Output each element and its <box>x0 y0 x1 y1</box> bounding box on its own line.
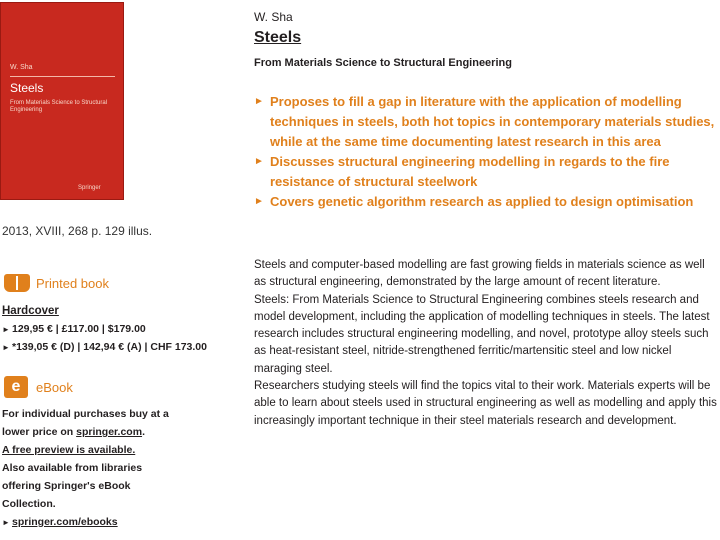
ebook-icon: e <box>4 376 28 398</box>
printed-book-icon <box>4 274 30 292</box>
hardcover-label: Hardcover <box>2 305 59 317</box>
feature-item: ► Covers genetic algorithm research as applied to design optimisation <box>254 192 716 212</box>
arrow-icon: ► <box>2 343 10 352</box>
springer-ebooks-link[interactable]: springer.com/ebooks <box>12 516 118 528</box>
feature-list <box>254 92 716 212</box>
feature-item: ► Discusses structural engineering modelling in regards to the fire resistance of structural steelwork <box>254 154 670 189</box>
cover-title: Steels <box>10 81 44 95</box>
ebook-line-2: lower price on springer.com. <box>2 426 145 438</box>
price-line-2: ► *139,05 € (D) | 142,94 € (A) | CHF 173.00 <box>2 341 207 353</box>
book-title[interactable]: Steels <box>254 29 302 46</box>
cover-divider <box>10 76 115 77</box>
library-line-2: offering Springer's eBook <box>2 480 131 492</box>
ebooks-link-row <box>2 516 118 528</box>
book-subtitle: From Materials Science to Structural Engineering <box>254 57 512 69</box>
springer-logo: Springer <box>78 185 101 191</box>
price-line-1: ► 129,95 € | £117.00 | $179.00 <box>2 323 146 335</box>
arrow-icon: ► <box>254 196 264 207</box>
description-paragraph: Steels and computer-based modelling are fast growing fields in materials science as well as structural engineering, demonstrated by the large amount of recent literature. <box>254 259 705 289</box>
library-line-3: Collection. <box>2 498 56 510</box>
arrow-icon: ► <box>2 518 10 527</box>
cover-subtitle: From Materials Science to Structural Engineering <box>10 100 108 113</box>
printed-book-heading: Printed book <box>36 276 109 291</box>
description-paragraph: Researchers studying steels will find the topics vital to their work. Materials experts will be able to learn about steels used in structural engineering as well as modelling and apply this increasingly important technique in their steel materials research and development. <box>254 380 717 427</box>
arrow-icon: ► <box>254 156 264 167</box>
free-preview-link[interactable]: A free preview is available. <box>2 444 136 456</box>
book-description <box>254 257 719 430</box>
library-line-1: Also available from libraries <box>2 462 143 474</box>
arrow-icon: ► <box>2 325 10 334</box>
ebook-line-1: For individual purchases buy at a <box>2 408 169 420</box>
cover-author: W. Sha <box>10 64 33 71</box>
description-paragraph: Steels: From Materials Science to Structural Engineering combines steels research and model development, including the application of modelling techniques in steels. The latest research includes structural engineering modelling, and novel, prototype alloy steels such as heat-resistant steel, nitride-strengthened ferritic/martensitic steel and low nickel maraging steel. <box>254 293 710 375</box>
ebook-heading: eBook <box>36 380 73 395</box>
book-author: W. Sha <box>254 10 293 24</box>
arrow-icon: ► <box>254 96 264 107</box>
springer-link[interactable]: springer.com <box>76 426 143 438</box>
feature-item: ► Proposes to fill a gap in literature with the application of modelling techniques in steels, both hot topics in contemporary materials studies, while at the same time documenting latest research in this area <box>254 94 715 149</box>
book-cover[interactable] <box>0 2 124 200</box>
book-meta: 2013, XVIII, 268 p. 129 illus. <box>2 224 153 238</box>
